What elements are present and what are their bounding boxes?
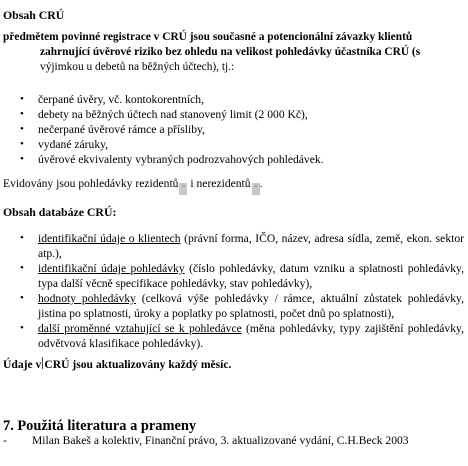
lead-line-3: výjimkou u debetů na běžných účtech), tj.: <box>40 61 235 73</box>
lead-line-1: předmětem povinné registrace v CRÚ jsou současné a potencionální závazky klientů <box>3 31 413 43</box>
evid-paragraph <box>3 177 262 195</box>
db-item-desc: (právní forma, IČO, název, adresa sídla, země, ekon. sektor atp.), <box>38 232 465 260</box>
footnote-marker-icon[interactable]: ▫ <box>179 183 187 195</box>
evid-text-1: Evidovány jsou pohledávky rezidentů <box>3 177 179 190</box>
heading-obsah-databaze: Obsah databáze CRÚ: <box>3 205 117 219</box>
list-item: • nečerpané úvěrové rámce a přísliby, <box>0 122 324 137</box>
footnote-marker-icon[interactable]: ▫ <box>252 183 260 195</box>
evid-text-3: . <box>259 177 263 190</box>
db-item-term: identifikační údaje o klientech <box>38 232 181 245</box>
update-text-1: Údaje v <box>3 358 42 371</box>
db-item-term: identifikační údaje pohledávky <box>38 262 185 275</box>
evid-text-2: i nerezidentů <box>187 177 251 190</box>
db-item-desc: (měna pohledávky, typy zajištění pohledávky, odvětvová klasifikace pohledávky). <box>38 322 464 350</box>
db-item-term: hodnoty pohledávky <box>38 292 136 305</box>
list-item <box>0 321 464 351</box>
list-item <box>0 291 464 321</box>
list-item: • úvěrové ekvivalenty vybraných podrozvahových pohledávek. <box>0 152 324 167</box>
heading-obsah-cru: Obsah CRÚ <box>3 8 65 22</box>
list-item <box>0 261 464 291</box>
list-item: • vydané záruky, <box>0 137 324 152</box>
update-paragraph <box>3 357 231 371</box>
database-list <box>0 231 464 351</box>
update-text-2: CRÚ jsou aktualizovány každý měsíc. <box>44 358 232 371</box>
list-item: • čerpané úvěry, vč. kontokorentních, <box>0 92 324 107</box>
literature-item <box>3 434 409 447</box>
literature-text: Milan Bakeš a kolektiv, Finanční právo, 3. aktualizované vydání, C.H.Beck 2003 <box>32 434 409 447</box>
lead-line-2: zahrnující úvěrové riziko bez ohledu na velikost pohledávky účastníka CRÚ (s <box>40 46 421 58</box>
liability-list <box>0 92 324 167</box>
list-item: • debety na běžných účtech nad stanovený limit (2 000 Kč), <box>0 107 324 122</box>
db-item-term: další proměnné vztahující se k pohledávce <box>38 322 242 335</box>
db-item-desc: (číslo pohledávky, datum vzniku a splatnosti pohledávky, typa další věcně specifikace pohledávky, stav pohledávky), <box>38 262 464 290</box>
section-7-heading: 7. Použitá literatura a prameny <box>3 418 197 434</box>
db-item-desc: (celková výše pohledávky / rámce, aktuální zůstatek pohledávky, jistina po splatnosti, úroky a poplatky po splatnosti, počet dnů po splatnosti), <box>38 292 464 320</box>
lead-paragraph <box>3 30 465 75</box>
literature-dash: - <box>3 434 7 447</box>
list-item <box>0 231 464 261</box>
